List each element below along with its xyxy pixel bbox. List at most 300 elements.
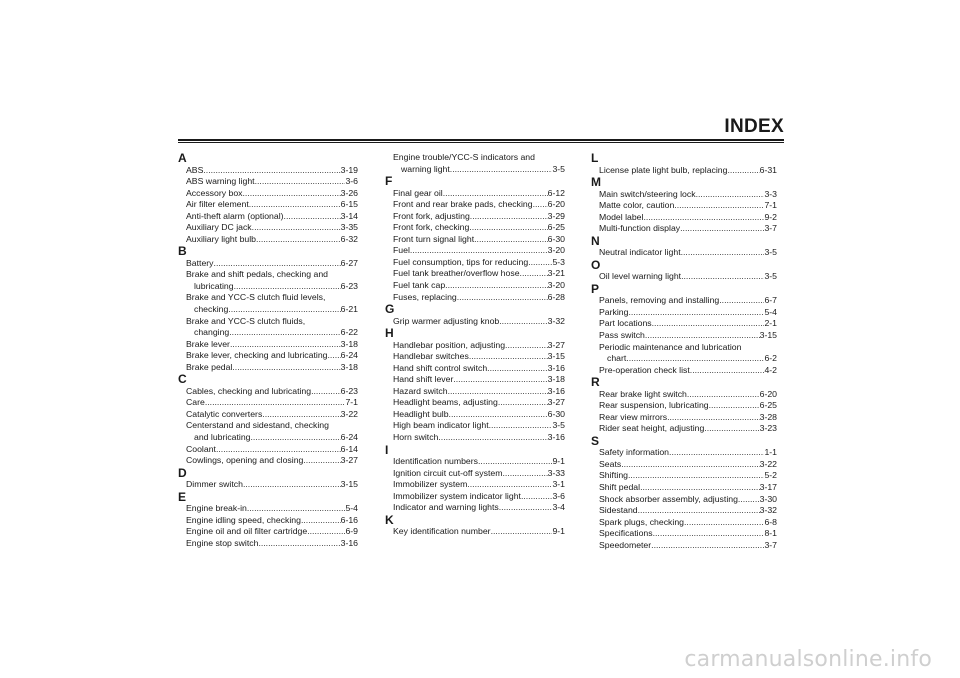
index-entry [591,365,777,377]
leader-dots [469,351,548,363]
index-entry [178,409,358,421]
index-entry-page: 3-27 [547,397,565,408]
leader-dots [243,188,341,200]
leader-dots [498,397,548,409]
index-entry-page: 3-20 [547,279,565,290]
index-entry-page: 3-23 [759,423,777,434]
index-entry [178,165,358,177]
leader-dots [669,447,764,459]
index-entry-page: 3-7 [764,223,777,234]
index-entry-page: 3-21 [547,268,565,279]
leader-dots [256,234,341,246]
index-entry-page: 6-14 [340,443,358,454]
index-entry-page: 3-5 [552,163,565,174]
leader-dots [228,304,340,316]
index-entry-page: 5-3 [552,256,565,267]
index-entry-page: 6-9 [345,526,358,537]
index-entry [385,152,565,175]
leader-dots [652,318,765,330]
index-entry [591,470,777,482]
index-entry [385,432,565,444]
index-entry [385,280,565,292]
leader-dots [311,386,341,398]
index-entry [385,211,565,223]
index-entry-text: Spark plugs, checking [599,516,684,527]
index-entry-text: Parking [599,306,629,317]
index-entry [385,468,565,480]
leader-dots [232,362,340,374]
index-entry-text: Part locations [599,318,652,329]
index-entry-text: Rear brake light switch [599,388,687,399]
leader-dots [521,491,553,503]
index-entry [591,505,777,517]
index-entry-text: Hand shift control switch [393,362,488,373]
index-entry [178,188,358,200]
index-entry [385,188,565,200]
leader-dots [478,456,552,468]
index-entry-text: Engine stop switch [186,537,259,548]
index-column-2 [385,152,565,538]
leader-dots [450,164,553,176]
index-entry [385,292,565,304]
index-entry [178,292,358,315]
index-entry [591,307,777,319]
index-entry [591,165,777,177]
index-letter-heading: K [385,512,394,527]
index-letter-heading: L [591,151,599,165]
leader-dots [205,397,346,409]
leader-dots [491,526,553,538]
index-entry-page: 3-20 [547,245,565,256]
leader-dots [251,432,341,444]
index-entry-page: 3-30 [759,493,777,504]
leader-dots [628,470,764,482]
index-entry-text: Brake and YCC-S clutch fluid levels, [186,292,326,303]
index-letter-heading: E [178,489,187,504]
index-entry-page: 8-1 [764,528,777,539]
index-entry-page: 6-8 [764,516,777,527]
index-entry [178,526,358,538]
leader-dots [520,268,548,280]
index-entry [178,515,358,527]
leader-dots [505,340,548,352]
leader-dots [499,316,547,328]
index-entry-text: Final gear oil [393,187,443,198]
index-entry [178,362,358,374]
leader-dots [680,223,764,235]
leader-dots [684,517,764,529]
leader-dots [533,199,548,211]
index-entry [178,176,358,188]
index-entry-page: 3-18 [340,338,358,349]
index-entry [591,223,777,235]
leader-dots [704,423,759,435]
index-entry [385,409,565,421]
index-entry-text: and lubricating [194,431,251,442]
index-entry-text: Specifications [599,528,653,539]
index-entry-text: Auxiliary light bulb [186,233,257,244]
leader-dots [474,234,547,246]
index-entry [178,258,358,270]
leader-dots [681,247,765,259]
index-entry [178,234,358,246]
leader-dots [216,444,341,456]
leader-dots [626,353,764,365]
leader-dots [230,339,341,351]
index-entry-text: Rear view mirrors [599,411,668,422]
index-entry-text: Hazard switch [393,385,448,396]
index-entry-page: 6-20 [759,388,777,399]
leader-dots [696,189,765,201]
index-entry-page: 3-27 [340,455,358,466]
index-entry-page: 3-29 [547,210,565,221]
index-entry-text: Headlight bulb [393,408,449,419]
index-letter-heading: C [178,372,187,387]
index-entry [385,420,565,432]
index-entry-text: Shift pedal [599,481,641,492]
index-entry [591,271,777,283]
index-entry [591,200,777,212]
index-entry [178,479,358,491]
index-entry-text: checking [194,304,229,315]
index-entry [385,222,565,234]
index-entry-page: 6-7 [764,295,777,306]
index-entry-page: 6-28 [547,291,565,302]
index-letter-heading: A [178,151,187,165]
index-letter-heading: D [178,465,187,480]
leader-dots [229,327,340,339]
index-entry-text: Shock absorber assembly, adjusting [599,493,738,504]
index-entry [178,211,358,223]
index-entry-page: 3-14 [340,210,358,221]
index-entry [385,456,565,468]
leader-dots [234,281,341,293]
index-entry-page: 6-32 [340,233,358,244]
index-entry-page: 6-30 [547,408,565,419]
index-entry-page: 5-2 [764,470,777,481]
leader-dots [307,526,345,538]
leader-dots [738,494,760,506]
index-entry-text: Brake and shift pedals, checking and [186,269,328,280]
index-entry [591,342,777,365]
index-entry [591,494,777,506]
index-entry-page: 6-31 [759,164,777,175]
leader-dots [453,374,547,386]
index-entry-text: Seats [599,458,622,469]
index-entry-page: 6-15 [340,199,358,210]
leader-dots [502,468,547,480]
index-entry-page: 3-15 [759,329,777,340]
index-entry-page: 9-1 [552,526,565,537]
leader-dots [667,412,760,424]
index-entry [591,318,777,330]
index-entry-text: warning light [401,163,450,174]
index-entry-text: Pre-operation check list [599,364,690,375]
leader-dots [438,432,547,444]
index-entry-text: Indicator and warning lights [393,502,499,513]
index-letter-heading: S [591,433,600,448]
index-entry-text: Front and rear brake pads, checking [393,199,533,210]
index-entry-text: Periodic maintenance and lubrication [599,341,742,352]
index-entry-text: Ignition circuit cut-off system [393,467,503,478]
leader-dots [262,409,340,421]
index-entry-text: Hand shift lever [393,374,454,385]
index-entry-text: Brake pedal [186,361,233,372]
index-entry-page: 9-1 [552,456,565,467]
index-entry-page: 7-1 [764,200,777,211]
leader-dots [709,400,760,412]
index-entry-text: chart [607,353,627,364]
index-entry-text: lubricating [194,280,234,291]
leader-dots [645,330,760,342]
leader-dots [301,515,341,527]
leader-dots [499,502,553,514]
leader-dots [653,528,765,540]
index-entry-page: 3-32 [759,505,777,516]
index-letter-heading: B [178,244,187,259]
leader-dots [621,459,759,471]
index-entry-page: 7-1 [345,397,358,408]
index-entry-page: 3-16 [547,362,565,373]
index-entry-text: Fuses, replacing [393,291,457,302]
index-entry-text: Accessory box [186,187,243,198]
leader-dots [303,455,340,467]
index-entry [178,222,358,234]
index-entry-text: Catalytic converters [186,408,263,419]
index-letter-heading: G [385,302,395,317]
index-entry-text: ABS warning light [186,176,255,187]
index-entry-text: Panels, removing and installing [599,295,720,306]
index-entry-page: 3-26 [340,187,358,198]
index-entry-text: changing [194,327,230,338]
index-entry-text: Pass switch [599,329,645,340]
leader-dots [638,505,760,517]
index-entry-page: 3-5 [552,420,565,431]
index-entry-page: 5-4 [764,306,777,317]
index-entry [178,316,358,339]
index-entry-text: Brake lever [186,338,230,349]
index-entry-text: High beam indicator light [393,420,489,431]
index-entry-page: 9-2 [764,211,777,222]
index-entry-page: 6-21 [340,304,358,315]
index-entry [178,269,358,292]
index-entry-text: Front fork, adjusting [393,210,470,221]
index-entry [178,444,358,456]
index-entry-page: 6-25 [759,400,777,411]
index-entry-text: Rear suspension, lubricating [599,400,709,411]
index-entry-text: ABS [186,164,204,175]
title-rule [178,139,784,143]
leader-dots [643,212,764,224]
leader-dots [489,420,553,432]
leader-dots [469,222,547,234]
index-entry-text: Front turn signal light [393,233,475,244]
index-letter-heading: R [591,375,600,390]
index-entry [385,268,565,280]
leader-dots [249,199,341,211]
leader-dots [445,280,547,292]
watermark: carmanualsonline.info [684,647,932,672]
index-entry-text: Dimmer switch [186,479,243,490]
index-entry [591,482,777,494]
leader-dots [640,482,760,494]
index-letter-heading: H [385,326,394,341]
leader-dots [690,365,765,377]
index-entry-page: 3-1 [552,479,565,490]
leader-dots [252,222,341,234]
leader-dots [487,363,547,375]
index-entry [385,245,565,257]
index-entry [178,420,358,443]
index-entry-page: 1-1 [764,447,777,458]
index-entry [178,386,358,398]
index-entry [385,363,565,375]
index-entry-text: Handlebar position, adjusting [393,339,506,350]
index-entry [178,199,358,211]
index-letter-heading: O [591,257,601,272]
index-letter-heading: F [385,174,393,189]
index-column-1 [178,152,358,549]
index-entry [385,386,565,398]
index-entry-page: 6-25 [547,222,565,233]
leader-dots [328,350,341,362]
index-entry-text: Rider seat height, adjusting [599,423,705,434]
index-entry [385,479,565,491]
index-entry [385,374,565,386]
index-entry [178,455,358,467]
index-entry-text: Sidestand [599,505,638,516]
index-entry [591,459,777,471]
index-entry-text: Cables, checking and lubricating [186,385,312,396]
index-entry-page: 6-12 [547,187,565,198]
index-entry-text: Key identification number [393,526,491,537]
title-rule-thin [178,142,784,143]
index-entry-page: 3-27 [547,339,565,350]
index-entry-text: Anti-theft alarm (optional) [186,210,284,221]
index-entry-page: 5-4 [345,503,358,514]
leader-dots [467,479,552,491]
index-entry-page: 6-20 [547,199,565,210]
index-entry-page: 3-5 [764,271,777,282]
index-entry-text: Engine idling speed, checking [186,514,301,525]
leader-dots [727,165,759,177]
index-entry [591,247,777,259]
index-entry-page: 3-18 [547,374,565,385]
index-entry-page: 3-19 [340,164,358,175]
index-entry [591,212,777,224]
index-entry-page: 6-24 [340,350,358,361]
index-entry-page: 3-15 [547,351,565,362]
index-entry [385,234,565,246]
leader-dots [470,211,548,223]
index-entry [385,316,565,328]
index-entry-page: 6-30 [547,233,565,244]
index-entry-text: Centerstand and sidestand, checking [186,420,329,431]
title-rule-thick [178,139,784,141]
index-entry-page: 3-4 [552,502,565,513]
index-letter-heading: M [591,175,601,190]
index-entry-text: Front fork, checking [393,222,470,233]
index-entry-text: License plate light bulb, replacing [599,164,728,175]
leader-dots [651,540,764,552]
index-entry [591,295,777,307]
index-entry-page: 4-2 [764,364,777,375]
index-entry-text: Main switch/steering lock [599,188,696,199]
index-entry-text: Coolant [186,443,216,454]
index-entry [178,503,358,515]
index-entry-page: 3-6 [552,490,565,501]
index-entry-text: Air filter element [186,199,249,210]
index-entry-page: 3-7 [764,539,777,550]
index-entry [591,517,777,529]
index-entry-page: 3-22 [759,458,777,469]
leader-dots [243,479,341,491]
index-entry-text: Auxiliary DC jack [186,222,252,233]
index-entry-text: Immobilizer system indicator light [393,490,521,501]
index-entry-page: 6-2 [764,353,777,364]
index-entry-text: Horn switch [393,431,439,442]
index-entry-page: 3-17 [759,481,777,492]
index-entry [178,350,358,362]
index-entry [385,526,565,538]
leader-dots [528,257,552,269]
leader-dots [443,188,548,200]
index-entry-page: 3-35 [340,222,358,233]
index-column-3 [591,152,777,551]
index-entry-page: 3-16 [547,385,565,396]
index-entry-text: Model label [599,211,644,222]
leader-dots [410,245,548,257]
index-entry-page: 3-16 [340,537,358,548]
index-entry-page: 3-16 [547,431,565,442]
index-entry-page: 6-27 [340,257,358,268]
index-entry-page: 2-1 [764,318,777,329]
index-entry-text: Fuel tank breather/overflow hose [393,268,520,279]
index-entry-page: 6-24 [340,431,358,442]
index-entry-text: Care [186,397,205,408]
index-entry-page: 3-18 [340,361,358,372]
index-entry-page: 6-23 [340,280,358,291]
index-entry-page: 6-16 [340,514,358,525]
index-entry [385,397,565,409]
leader-dots [247,503,346,515]
index-entry-text: Matte color, caution [599,200,675,211]
index-letter-heading: N [591,233,600,248]
index-letter-heading: I [385,442,389,457]
leader-dots [214,258,341,270]
index-entry-page: 3-33 [547,467,565,478]
index-entry-text: Engine trouble/YCC-S indicators and [393,152,535,162]
index-entry-text: Multi-function display [599,223,681,234]
index-entry [591,528,777,540]
index-entry-text: Fuel tank cap [393,279,446,290]
index-entry-page: 3-3 [764,188,777,199]
index-entry-text: Oil level warning light [599,271,682,282]
leader-dots [255,176,346,188]
index-entry-text: Shifting [599,470,628,481]
leader-dots [681,271,764,283]
index-entry-text: Speedometer [599,539,652,550]
index-letter-heading: P [591,281,600,296]
index-entry-page: 6-23 [340,385,358,396]
index-entry-text: Headlight beams, adjusting [393,397,498,408]
index-entry-page: 3-5 [764,247,777,258]
index-entry [591,540,777,552]
index-entry-text: Fuel consumption, tips for reducing [393,256,529,267]
index-entry-text: Handlebar switches [393,351,469,362]
index-entry-page: 3-6 [345,176,358,187]
index-entry-text: Engine break-in [186,503,247,514]
